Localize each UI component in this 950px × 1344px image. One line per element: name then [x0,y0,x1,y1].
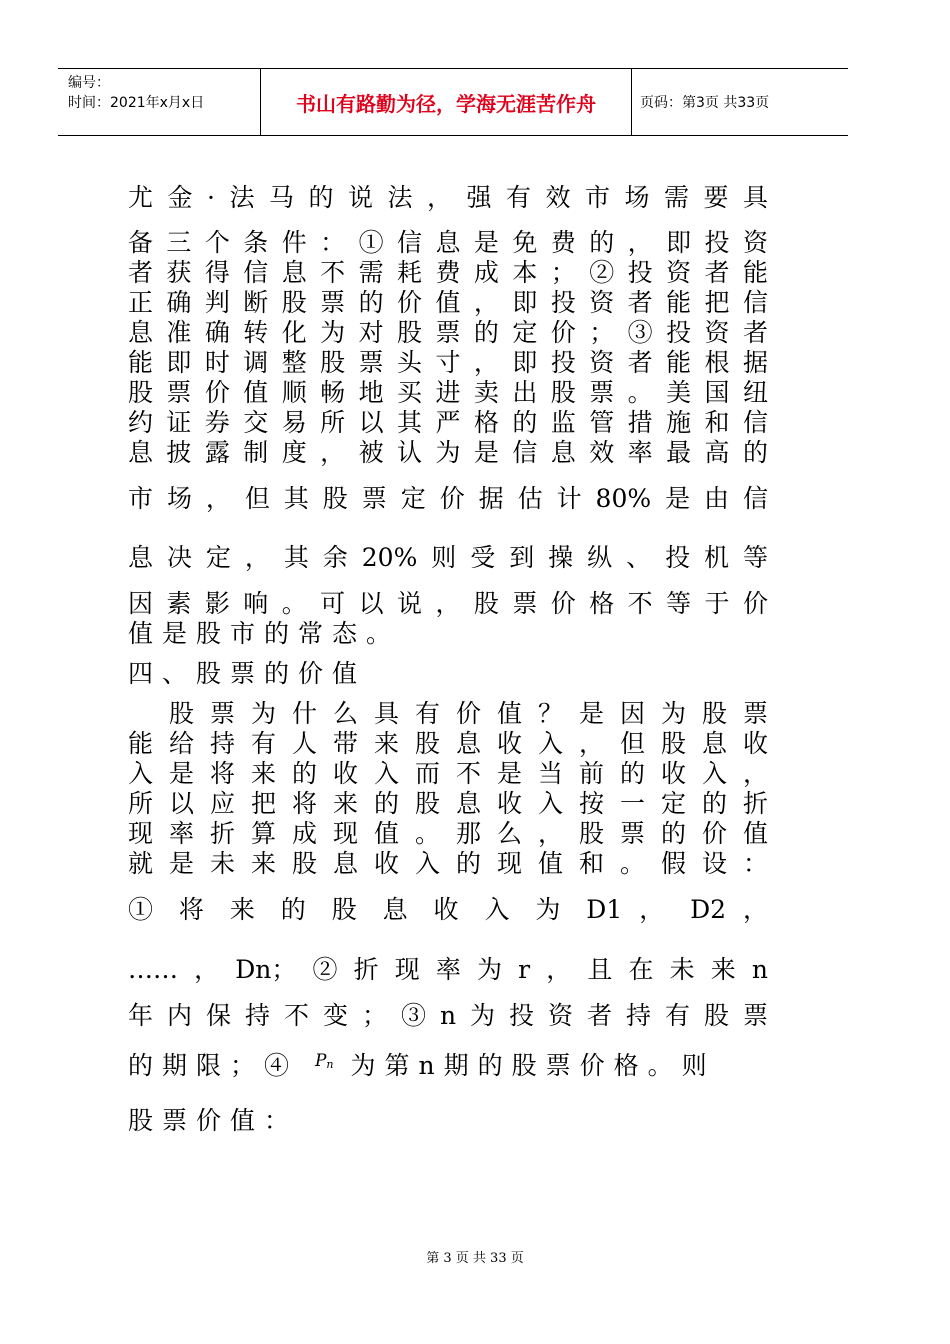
time-label: 时间：2021年x月x日 [68,95,205,111]
page-footer: 第 3 页 共 33 页 [426,1251,524,1266]
header-right-cell [632,69,848,135]
text-line: 所以应把将来的股息收入按一定的折 [128,789,768,818]
text-line: 尤金·法马的说法，强有效市场需要具 [128,183,768,212]
text-line: 年内保持不变；③n为投资者持有股票 [128,1001,768,1030]
text-line: 备三个条件：①信息是免费的，即投资 [128,228,768,257]
price-symbol-subscript: n [326,1058,334,1071]
text-line: 能即时调整股票头寸，即投资者能根据 [128,348,768,377]
text-line-with-symbol [128,1046,768,1081]
text-line: ……，Dn；②折现率为r，且在未来n [128,955,768,984]
text-line: 者获得信息不需耗费成本；②投资者能 [128,258,768,287]
text-line: 市场，但其股票定价据估计80%是由信 [128,484,768,513]
text-line: 息披露制度，被认为是信息效率最高的 [128,438,768,467]
text-line: 现率折算成现值。那么，股票的价值 [128,819,768,848]
text-line: 息决定，其余20%则受到操纵、投机等 [128,543,768,572]
text-line: 息准确转化为对股票的定价；③投资者 [128,318,768,347]
text-line: 股票价值： [128,1106,299,1135]
text-fragment: 的期限；④ [128,1051,299,1080]
text-line: 正确判断股票的价值，即投资者能把信 [128,288,768,317]
section-heading: 四、股票的价值 [128,659,367,688]
text-line: 就是未来股息收入的现值和。假设： [128,849,768,878]
text-fragment: 为第n期的股票价格。则 [350,1051,716,1080]
text-line: 因素影响。可以说，股票价格不等于价 [128,589,768,618]
header-motto-cell [260,69,632,135]
text-line: 股票为什么具有价值？是因为股票 [128,699,768,728]
header-left-cell [58,69,260,135]
code-label: 编号： [68,75,110,91]
text-line: 股票价值顺畅地买进卖出股票。美国纽 [128,378,768,407]
page-header [58,68,848,136]
text-line: 能给持有人带来股息收入，但股息收 [128,729,768,758]
price-symbol [315,1046,334,1080]
text-line: 值是股市的常态。 [128,619,401,648]
price-symbol-base: P [314,1051,327,1071]
text-line: 入是将来的收入而不是当前的收入， [128,759,768,788]
text-line: ① 将 来 的 股 息 收 入 为 D1 ， D2 ， [128,895,768,924]
page-code: 页码：第3页 共33页 [640,95,770,111]
text-line: 约证券交易所以其严格的监管措施和信 [128,408,768,437]
header-motto: 书山有路勤为径，学海无涯苦作舟 [296,91,596,116]
